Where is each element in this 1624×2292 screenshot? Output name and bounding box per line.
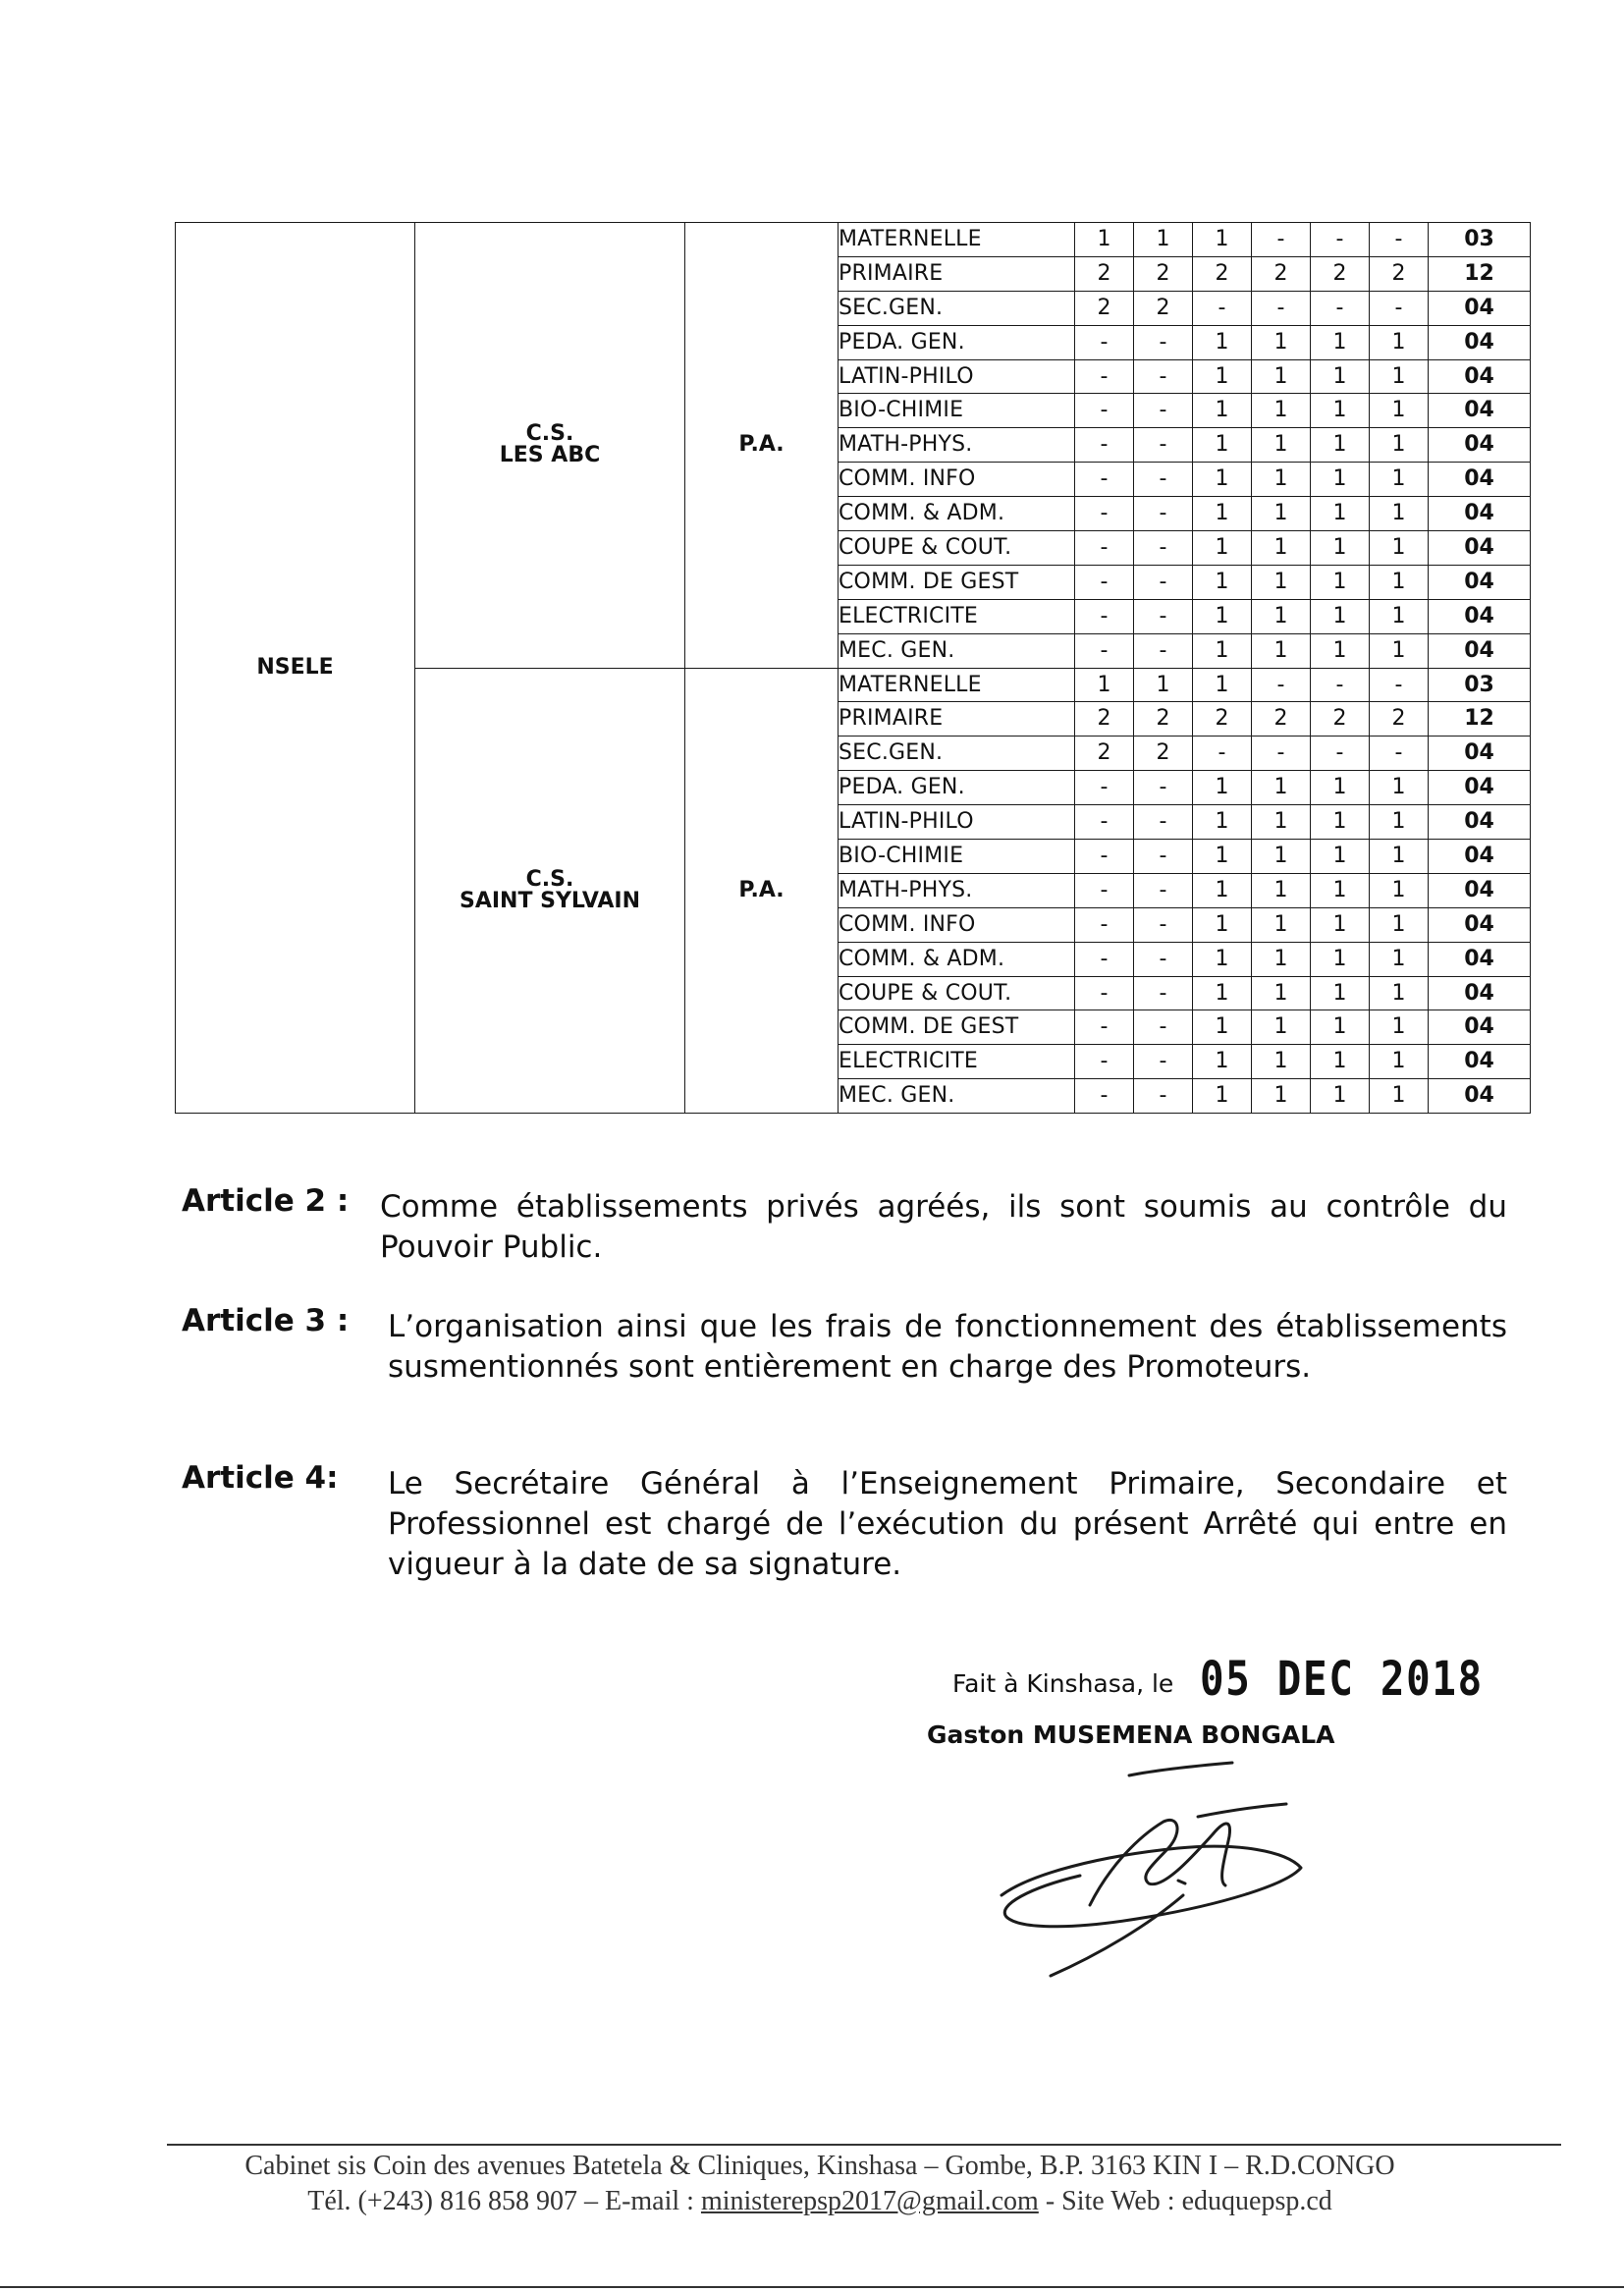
class-count-cell: - [1134, 599, 1193, 633]
option-name-cell: BIO-CHIMIE [839, 394, 1075, 428]
class-count-cell: - [1075, 394, 1134, 428]
class-count-cell: 1 [1370, 565, 1429, 599]
school-name-line: C.S. [525, 866, 574, 892]
class-count-cell: - [1075, 359, 1134, 394]
class-count-cell: 1 [1075, 223, 1134, 257]
total-cell: 04 [1429, 463, 1531, 497]
class-count-cell: 1 [1370, 805, 1429, 840]
total-cell: 04 [1429, 394, 1531, 428]
total-cell: 04 [1429, 737, 1531, 771]
class-count-cell: 1 [1311, 497, 1370, 531]
option-name-cell: COMM. INFO [839, 463, 1075, 497]
total-cell: 04 [1429, 942, 1531, 976]
class-count-cell: 1 [1193, 976, 1252, 1010]
total-cell: 04 [1429, 805, 1531, 840]
total-cell: 04 [1429, 325, 1531, 359]
status-cell: P.A. [685, 668, 839, 1114]
school-name-line: LES ABC [499, 443, 601, 468]
class-count-cell: - [1252, 737, 1311, 771]
class-count-cell: - [1075, 1045, 1134, 1079]
option-name-cell: BIO-CHIMIE [839, 840, 1075, 874]
class-count-cell: 1 [1193, 428, 1252, 463]
class-count-cell: 1 [1311, 840, 1370, 874]
class-count-cell: - [1193, 291, 1252, 325]
class-count-cell: 1 [1370, 531, 1429, 566]
total-cell: 04 [1429, 531, 1531, 566]
total-cell: 04 [1429, 1079, 1531, 1114]
class-count-cell: - [1075, 497, 1134, 531]
class-count-cell: 1 [1311, 771, 1370, 805]
article-text: L’organisation ainsi que les frais de fonctionnement des établissements susmentionnés sont entièrement en charge des Promoteurs. [388, 1309, 1507, 1385]
class-count-cell: - [1311, 668, 1370, 702]
class-count-cell: 1 [1252, 428, 1311, 463]
class-count-cell: 2 [1134, 702, 1193, 737]
class-count-cell: 1 [1370, 497, 1429, 531]
class-count-cell: 1 [1252, 976, 1311, 1010]
class-count-cell: 1 [1075, 668, 1134, 702]
option-name-cell: MATERNELLE [839, 223, 1075, 257]
class-count-cell: 1 [1370, 633, 1429, 668]
class-count-cell: 1 [1193, 325, 1252, 359]
option-name-cell: MATH-PHYS. [839, 428, 1075, 463]
class-count-cell: 1 [1311, 599, 1370, 633]
footer-address: Cabinet sis Coin des avenues Batetela & Cliniques, Kinshasa – Gombe, B.P. 3163 KIN I – R.D.CONGO [244, 2151, 1395, 2181]
class-count-cell: - [1134, 942, 1193, 976]
class-count-cell: 1 [1193, 668, 1252, 702]
class-count-cell: - [1075, 942, 1134, 976]
class-count-cell: 1 [1311, 531, 1370, 566]
class-count-cell: 1 [1193, 942, 1252, 976]
article-3 [182, 1301, 1507, 1390]
class-count-cell: - [1311, 291, 1370, 325]
class-count-cell: 1 [1193, 1079, 1252, 1114]
total-cell: 12 [1429, 702, 1531, 737]
class-count-cell: 2 [1075, 702, 1134, 737]
class-count-cell: 1 [1193, 223, 1252, 257]
class-count-cell: - [1075, 1079, 1134, 1114]
class-count-cell: 1 [1311, 394, 1370, 428]
class-count-cell: - [1134, 394, 1193, 428]
class-count-cell: 1 [1193, 394, 1252, 428]
class-count-cell: - [1370, 737, 1429, 771]
class-count-cell: 1 [1252, 805, 1311, 840]
date-stamp: 05 DEC 2018 [1200, 1652, 1484, 1707]
class-count-cell: 1 [1252, 325, 1311, 359]
option-name-cell: LATIN-PHILO [839, 805, 1075, 840]
class-count-cell: 1 [1193, 1045, 1252, 1079]
status-cell: P.A. [685, 223, 839, 669]
article-2 [182, 1181, 1507, 1270]
option-name-cell: SEC.GEN. [839, 291, 1075, 325]
class-count-cell: 2 [1370, 702, 1429, 737]
class-count-cell: 2 [1134, 737, 1193, 771]
class-count-cell: - [1134, 428, 1193, 463]
class-count-cell: 1 [1252, 497, 1311, 531]
option-name-cell: COMM. DE GEST [839, 1010, 1075, 1045]
class-count-cell: 2 [1311, 256, 1370, 291]
class-count-cell: 1 [1252, 359, 1311, 394]
option-name-cell: COMM. INFO [839, 907, 1075, 942]
total-cell: 04 [1429, 907, 1531, 942]
class-count-cell: 1 [1252, 942, 1311, 976]
class-count-cell: 1 [1252, 531, 1311, 566]
class-count-cell: 1 [1370, 463, 1429, 497]
class-count-cell: 1 [1193, 633, 1252, 668]
option-name-cell: SEC.GEN. [839, 737, 1075, 771]
class-count-cell: 2 [1252, 702, 1311, 737]
class-count-cell: 1 [1193, 907, 1252, 942]
class-count-cell: 1 [1311, 805, 1370, 840]
class-count-cell: 1 [1252, 463, 1311, 497]
option-name-cell: COUPE & COUT. [839, 531, 1075, 566]
class-count-cell: - [1134, 907, 1193, 942]
total-cell: 04 [1429, 359, 1531, 394]
class-count-cell: - [1134, 840, 1193, 874]
place-prefix: Fait à Kinshasa, le [952, 1669, 1174, 1698]
class-count-cell: 2 [1252, 256, 1311, 291]
class-count-cell: 1 [1252, 565, 1311, 599]
school-name-cell [415, 668, 685, 1114]
class-count-cell: 2 [1134, 256, 1193, 291]
option-name-cell: MEC. GEN. [839, 1079, 1075, 1114]
class-count-cell: - [1134, 976, 1193, 1010]
option-name-cell: ELECTRICITE [839, 1045, 1075, 1079]
total-cell: 04 [1429, 976, 1531, 1010]
class-count-cell: 1 [1370, 976, 1429, 1010]
class-count-cell: 2 [1075, 291, 1134, 325]
total-cell: 04 [1429, 873, 1531, 907]
class-count-cell: 1 [1193, 359, 1252, 394]
class-count-cell: 1 [1370, 1010, 1429, 1045]
region-cell: NSELE [176, 223, 415, 1114]
class-count-cell: 2 [1193, 256, 1252, 291]
class-count-cell: 1 [1193, 805, 1252, 840]
class-count-cell: 1 [1193, 873, 1252, 907]
total-cell: 04 [1429, 633, 1531, 668]
option-name-cell: MEC. GEN. [839, 633, 1075, 668]
option-name-cell: MATERNELLE [839, 668, 1075, 702]
option-name-cell: COMM. & ADM. [839, 497, 1075, 531]
class-count-cell: - [1134, 1079, 1193, 1114]
class-count-cell: 1 [1193, 497, 1252, 531]
total-cell: 04 [1429, 771, 1531, 805]
class-count-cell: 1 [1193, 771, 1252, 805]
class-count-cell: 1 [1252, 840, 1311, 874]
class-count-cell: - [1134, 463, 1193, 497]
option-name-cell: PEDA. GEN. [839, 325, 1075, 359]
class-count-cell: 1 [1370, 394, 1429, 428]
class-count-cell: 1 [1370, 1079, 1429, 1114]
total-cell: 04 [1429, 497, 1531, 531]
class-count-cell: - [1252, 668, 1311, 702]
class-count-cell: 1 [1193, 463, 1252, 497]
class-count-cell: - [1134, 771, 1193, 805]
class-count-cell: - [1134, 633, 1193, 668]
class-count-cell: 1 [1134, 223, 1193, 257]
footer-website: - Site Web : eduquepsp.cd [1045, 2186, 1332, 2216]
class-count-cell: - [1075, 771, 1134, 805]
class-count-cell: 1 [1311, 907, 1370, 942]
footer-rule [167, 2144, 1561, 2146]
footer-phone: Tél. (+243) 816 858 907 – E-mail : [307, 2186, 694, 2216]
class-count-cell: 1 [1370, 771, 1429, 805]
class-count-cell: - [1075, 531, 1134, 566]
class-count-cell: 1 [1252, 771, 1311, 805]
class-count-cell: 1 [1370, 359, 1429, 394]
class-count-cell: 1 [1193, 565, 1252, 599]
total-cell: 03 [1429, 223, 1531, 257]
class-count-cell: - [1252, 223, 1311, 257]
class-count-cell: 1 [1252, 1079, 1311, 1114]
class-count-cell: 1 [1311, 1045, 1370, 1079]
class-count-cell: 1 [1311, 942, 1370, 976]
class-count-cell: - [1075, 873, 1134, 907]
class-count-cell: - [1370, 223, 1429, 257]
schools-table [175, 222, 1531, 1114]
class-count-cell: - [1075, 463, 1134, 497]
class-count-cell: 2 [1075, 256, 1134, 291]
option-name-cell: COMM. DE GEST [839, 565, 1075, 599]
class-count-cell: - [1075, 565, 1134, 599]
class-count-cell: - [1134, 1045, 1193, 1079]
class-count-cell: - [1075, 840, 1134, 874]
footer-contact [167, 2186, 1473, 2217]
class-count-cell: 1 [1252, 633, 1311, 668]
table-row [176, 223, 1531, 257]
class-count-cell: 2 [1311, 702, 1370, 737]
class-count-cell: 2 [1075, 737, 1134, 771]
option-name-cell: MATH-PHYS. [839, 873, 1075, 907]
option-name-cell: PEDA. GEN. [839, 771, 1075, 805]
class-count-cell: 1 [1370, 942, 1429, 976]
school-name-cell [415, 223, 685, 669]
option-name-cell: PRIMAIRE [839, 256, 1075, 291]
option-name-cell: COMM. & ADM. [839, 942, 1075, 976]
class-count-cell: - [1193, 737, 1252, 771]
option-name-cell: LATIN-PHILO [839, 359, 1075, 394]
class-count-cell: - [1134, 1010, 1193, 1045]
option-name-cell: COUPE & COUT. [839, 976, 1075, 1010]
class-count-cell: 1 [1311, 428, 1370, 463]
class-count-cell: 1 [1311, 359, 1370, 394]
class-count-cell: - [1075, 907, 1134, 942]
class-count-cell: - [1134, 565, 1193, 599]
class-count-cell: - [1370, 291, 1429, 325]
class-count-cell: 1 [1311, 633, 1370, 668]
total-cell: 04 [1429, 840, 1531, 874]
handwritten-signature [992, 1758, 1316, 1984]
class-count-cell: - [1075, 325, 1134, 359]
class-count-cell: 1 [1193, 840, 1252, 874]
class-count-cell: 1 [1311, 1010, 1370, 1045]
class-count-cell: 1 [1252, 873, 1311, 907]
class-count-cell: 2 [1193, 702, 1252, 737]
class-count-cell: 1 [1252, 599, 1311, 633]
class-count-cell: - [1134, 497, 1193, 531]
class-count-cell: - [1134, 531, 1193, 566]
class-count-cell: - [1075, 599, 1134, 633]
article-text: Le Secrétaire Général à l’Enseignement Primaire, Secondaire et Professionnel est chargé de l’exécution du présent Arrêté qui entre en vigueur à la date de sa signature. [388, 1466, 1507, 1582]
school-name-line: SAINT SYLVAIN [459, 888, 641, 913]
class-count-cell: 1 [1193, 531, 1252, 566]
bottom-rule [0, 2286, 1624, 2288]
class-count-cell: - [1370, 668, 1429, 702]
class-count-cell: - [1075, 633, 1134, 668]
signatory-name: Gaston MUSEMENA BONGALA [927, 1720, 1335, 1749]
total-cell: 04 [1429, 1010, 1531, 1045]
class-count-cell: 1 [1370, 428, 1429, 463]
article-label: Article 3 : [182, 1303, 350, 1338]
class-count-cell: - [1134, 359, 1193, 394]
total-cell: 04 [1429, 428, 1531, 463]
class-count-cell: 2 [1134, 291, 1193, 325]
class-count-cell: 1 [1311, 565, 1370, 599]
footer-email-link[interactable]: ministerepsp2017@gmail.com [700, 2186, 1039, 2216]
class-count-cell: 1 [1193, 599, 1252, 633]
article-4 [182, 1458, 1507, 1586]
class-count-cell: - [1075, 805, 1134, 840]
class-count-cell: 1 [1370, 599, 1429, 633]
total-cell: 04 [1429, 291, 1531, 325]
class-count-cell: 1 [1370, 325, 1429, 359]
class-count-cell: 1 [1311, 873, 1370, 907]
class-count-cell: - [1311, 737, 1370, 771]
class-count-cell: 1 [1370, 907, 1429, 942]
class-count-cell: - [1075, 428, 1134, 463]
total-cell: 04 [1429, 1045, 1531, 1079]
class-count-cell: - [1311, 223, 1370, 257]
class-count-cell: 1 [1252, 1045, 1311, 1079]
class-count-cell: 1 [1370, 1045, 1429, 1079]
class-count-cell: - [1075, 1010, 1134, 1045]
article-text: Comme établissements privés agréés, ils sont soumis au contrôle du Pouvoir Public. [380, 1189, 1507, 1265]
total-cell: 03 [1429, 668, 1531, 702]
total-cell: 04 [1429, 565, 1531, 599]
option-name-cell: PRIMAIRE [839, 702, 1075, 737]
class-count-cell: - [1134, 873, 1193, 907]
class-count-cell: 1 [1370, 840, 1429, 874]
class-count-cell: - [1075, 976, 1134, 1010]
class-count-cell: 2 [1370, 256, 1429, 291]
class-count-cell: - [1134, 805, 1193, 840]
option-name-cell: ELECTRICITE [839, 599, 1075, 633]
class-count-cell: 1 [1311, 1079, 1370, 1114]
class-count-cell: 1 [1370, 873, 1429, 907]
article-label: Article 2 : [182, 1183, 350, 1219]
class-count-cell: 1 [1134, 668, 1193, 702]
class-count-cell: 1 [1252, 907, 1311, 942]
class-count-cell: 1 [1311, 463, 1370, 497]
class-count-cell: - [1252, 291, 1311, 325]
class-count-cell: 1 [1311, 325, 1370, 359]
article-label: Article 4: [182, 1460, 339, 1496]
class-count-cell: 1 [1311, 976, 1370, 1010]
school-name-line: C.S. [525, 421, 574, 447]
table-body [176, 223, 1531, 1114]
class-count-cell: 1 [1252, 394, 1311, 428]
total-cell: 12 [1429, 256, 1531, 291]
class-count-cell: 1 [1252, 1010, 1311, 1045]
total-cell: 04 [1429, 599, 1531, 633]
class-count-cell: - [1134, 325, 1193, 359]
class-count-cell: 1 [1193, 1010, 1252, 1045]
